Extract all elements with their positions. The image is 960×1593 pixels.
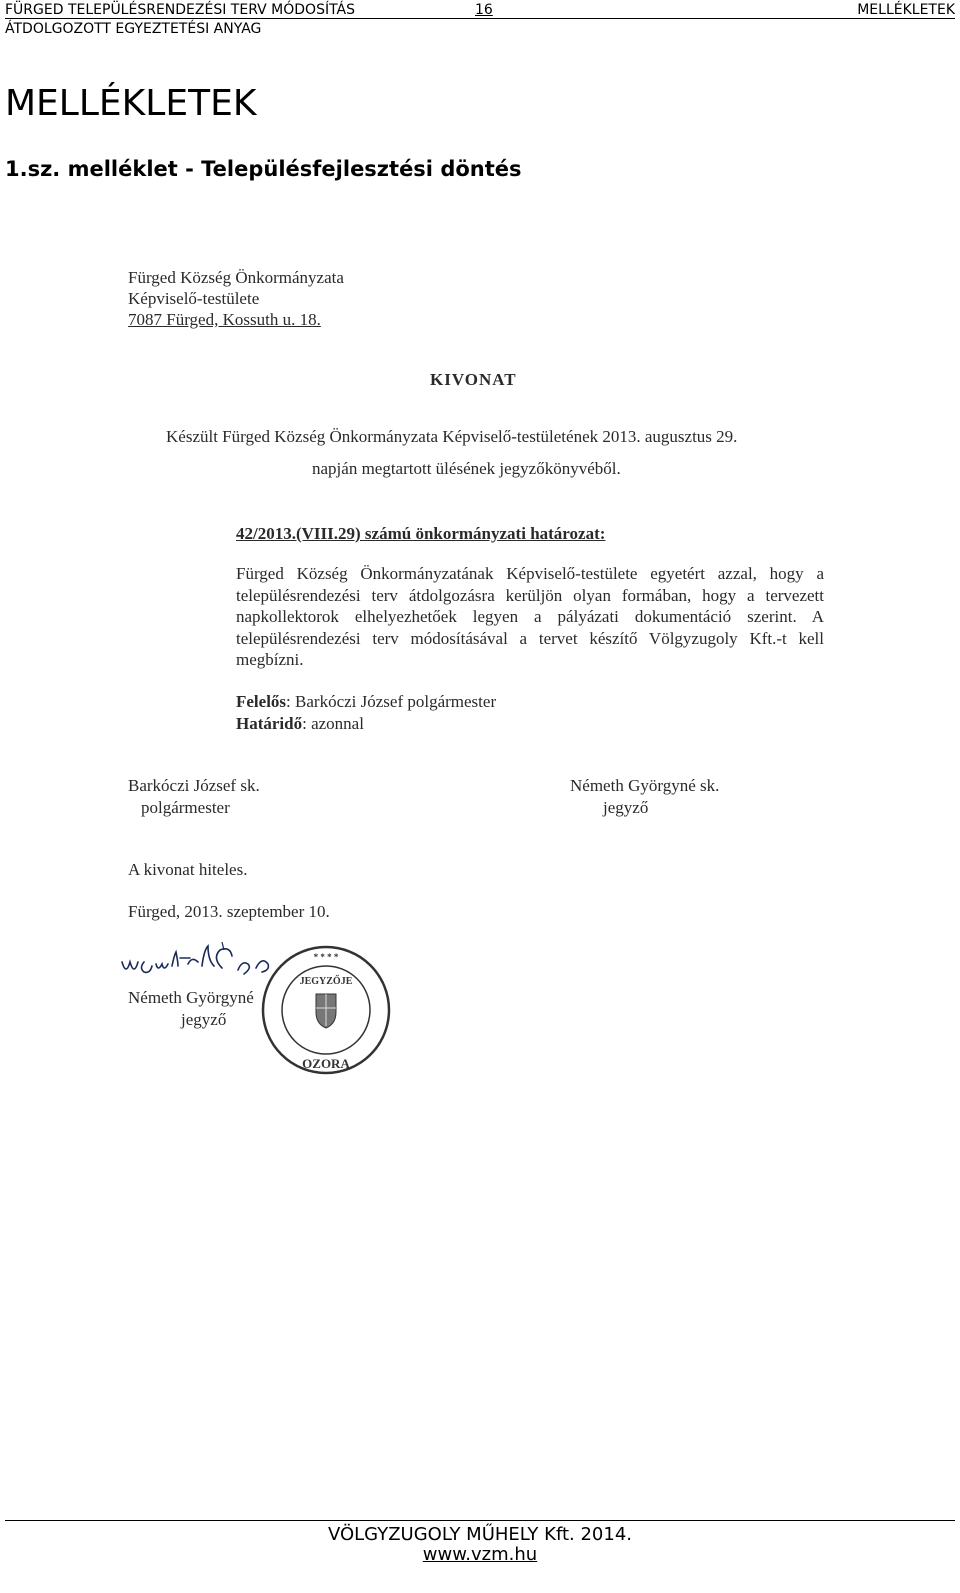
header-title: FÜRGED TELEPÜLÉSRENDEZÉSI TERV MÓDOSÍTÁS [5,2,356,18]
document-heading: KIVONAT [430,370,517,389]
scanned-document [0,250,960,1110]
responsible-value: : Barkóczi József polgármester [286,692,497,711]
bottom-signer-role: jegyző [181,1010,227,1029]
bottom-signer-name: Németh Györgyné [128,988,254,1007]
deadline-line [236,714,364,734]
page-number: 16 [475,2,493,18]
intro-line-1: Készült Fürged Község Önkormányzata Képviselő-testületének 2013. augusztus 29. [166,427,738,446]
stamp-inner-text: JEGYZŐJE [299,976,353,987]
signer-right-name: Németh Györgyné sk. [570,776,720,795]
place-date: Fürged, 2013. szeptember 10. [128,902,330,921]
deadline-label: Határidő [236,714,303,733]
signer-right-role: jegyző [603,798,649,817]
authentic-note: A kivonat hiteles. [128,860,248,879]
responsible-line [236,692,496,712]
address-line-2: Képviselő-testülete [128,289,260,308]
resolution-body: Fürged Község Önkormányzatának Képviselő-testülete egyetért azzal, hogy a településrendezési terv átdolgozásra kerüljön olyan formában, hogy a tervezett napkollektorok elhelyezhetőek legyen a pályázati dokumentáció szerint. A településrendezési terv módosításával a tervet készítő Völgyzugoly Kft.-t kell megbízni. [236,564,824,669]
deadline-value: : azonnal [302,714,364,733]
handwritten-signature [118,940,278,990]
signer-left-role: polgármester [141,798,230,817]
header-rule [5,18,955,19]
official-stamp [258,942,394,1078]
header-section: MELLÉKLETEK [857,2,955,18]
footer-website-link[interactable]: www.vzm.hu [422,1544,538,1565]
footer-company: VÖLGYZUGOLY MŰHELY Kft. 2014. [327,1524,633,1545]
header-subtitle: ÁTDOLGOZOTT EGYEZTETÉSI ANYAG [5,21,262,37]
footer-rule [5,1520,955,1521]
resolution-heading: 42/2013.(VIII.29) számú önkormányzati határozat: [236,524,606,543]
stamp-bottom-text: OZORA [302,1056,350,1071]
stamp-ring-text: * * * * [313,952,339,962]
address-line-1: Fürged Község Önkormányzata [128,268,344,287]
signer-left-name: Barkóczi József sk. [128,776,260,795]
address-line-3: 7087 Fürged, Kossuth u. 18. [128,310,321,329]
responsible-label: Felelős [236,692,287,711]
page-header [5,0,955,38]
intro-line-2: napján megtartott ülésének jegyzőkönyvéből. [312,459,621,478]
page-title: MELLÉKLETEK [5,83,257,124]
annex-subtitle: 1.sz. melléklet - Településfejlesztési döntés [5,157,522,181]
page-footer [5,1520,955,1565]
